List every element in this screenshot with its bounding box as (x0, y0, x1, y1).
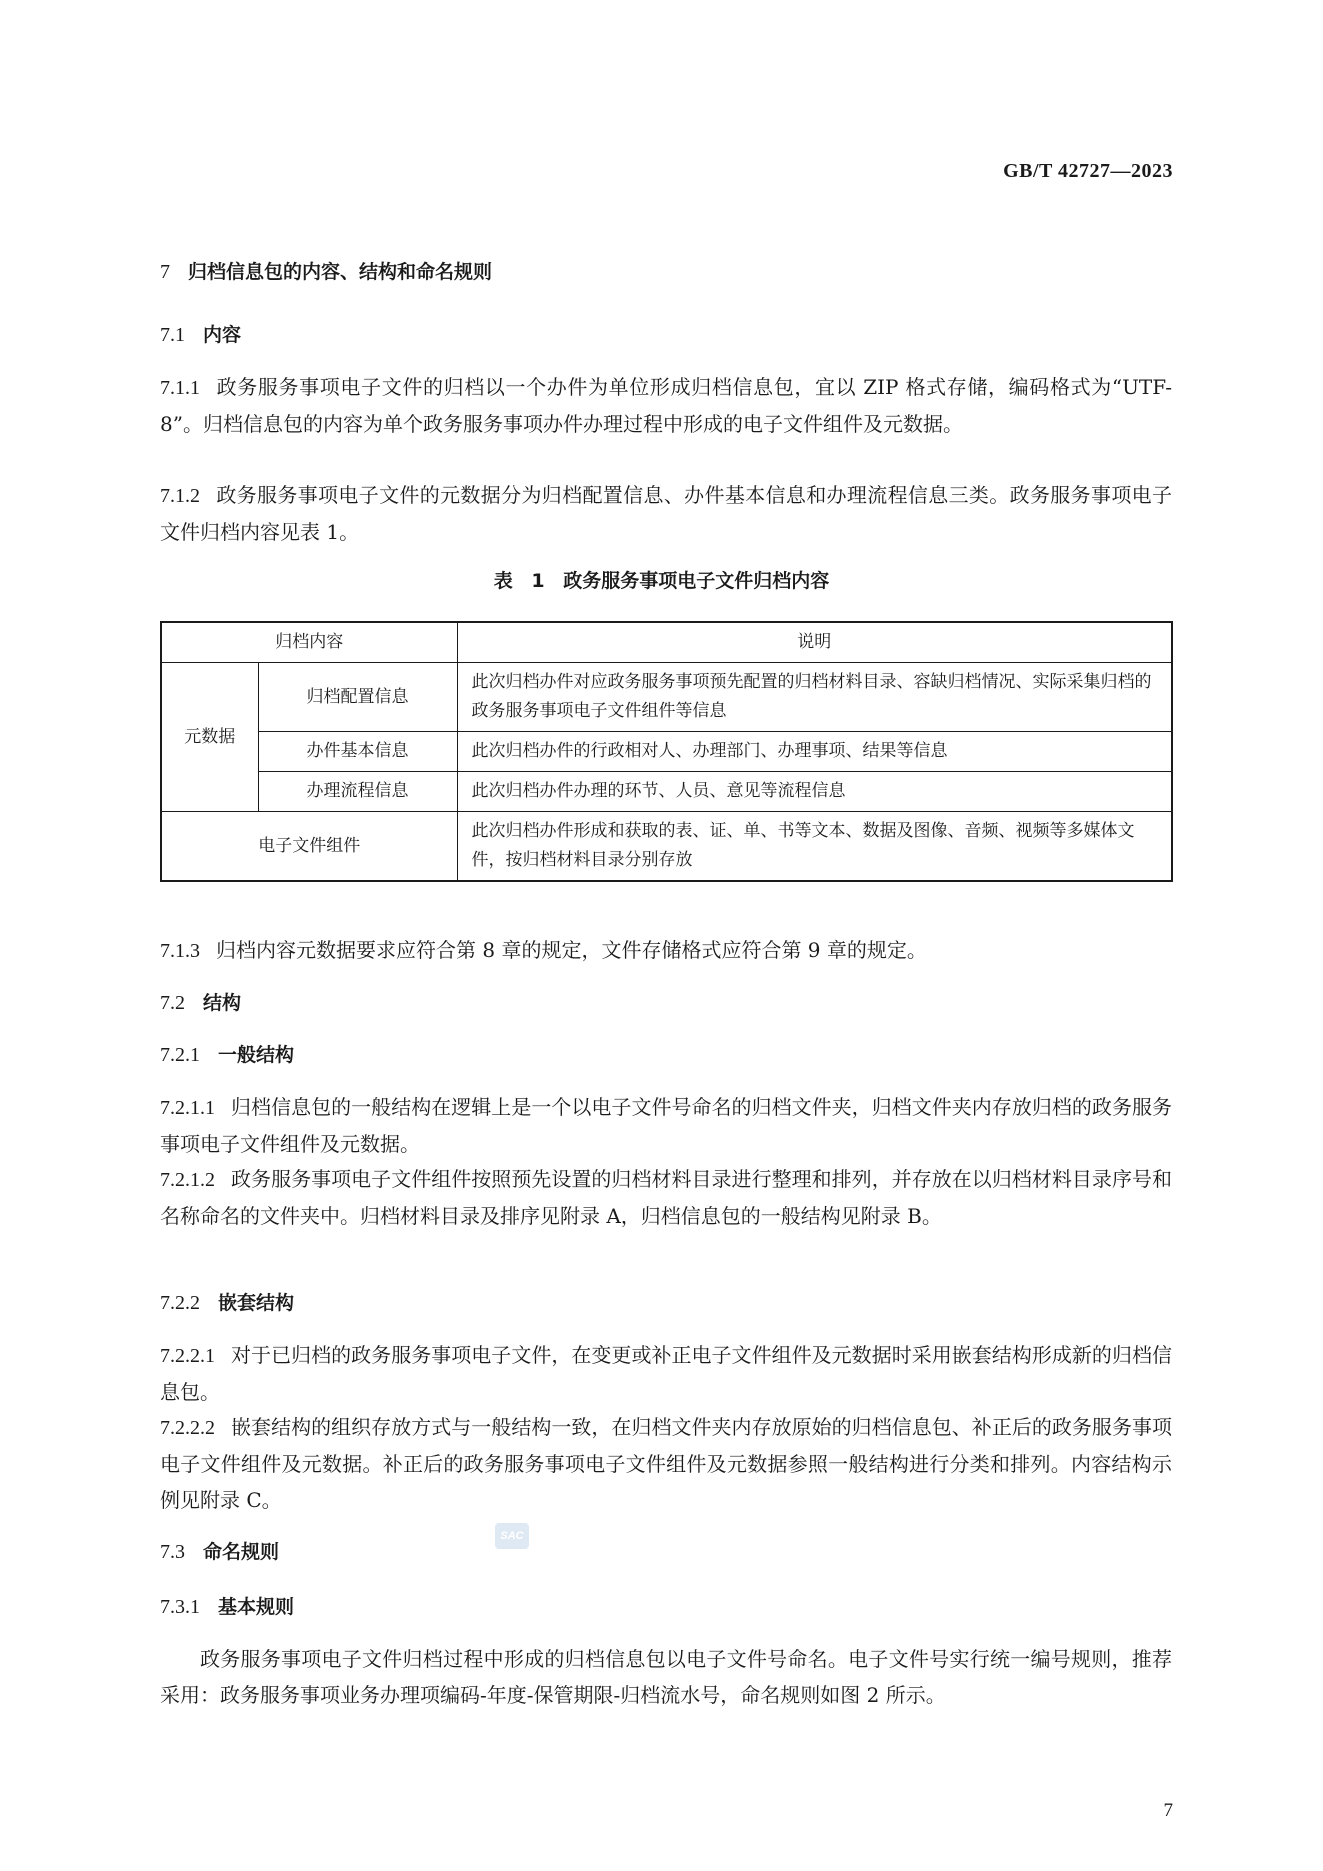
paragraph-7-3-1: 政务服务事项电子文件归档过程中形成的归档信息包以电子文件号命名。电子文件号实行统一编号规则，推荐采用：政务服务事项业务办理项编码-年度-保管期限-归档流水号，命名规则如图 2 所示。 (160, 1647, 1172, 1707)
table-row (161, 812, 1172, 882)
section-7-1-heading: 7.1 内容 (160, 324, 242, 346)
row-desc-cell: 此次归档办件对应政务服务事项预先配置的归档材料目录、容缺归档情况、实际采集归档的政务服务事项电子文件组件等信息 (457, 663, 1172, 732)
row-desc-cell: 此次归档办件办理的环节、人员、意见等流程信息 (457, 772, 1172, 812)
row-name-cell: 归档配置信息 (258, 663, 457, 732)
row-desc-cell: 此次归档办件形成和获取的表、证、单、书等文本、数据及图像、音频、视频等多媒体文件，按归档材料目录分别存放 (457, 812, 1172, 882)
header-cell-content: 归档内容 (161, 622, 457, 663)
table-header-row (161, 622, 1172, 663)
section-7-3-1-heading: 7.3.1 基本规则 (160, 1596, 295, 1618)
paragraph-7-2-2-2: 7.2.2.2 嵌套结构的组织存放方式与一般结构一致，在归档文件夹内存放原始的归档信息包、补正后的政务服务事项电子文件组件及元数据。补正后的政务服务事项电子文件组件及元数据参照一般结构进行分类和排列。内容结构示例见附录 C。 (160, 1415, 1172, 1512)
row-name-cell: 办件基本信息 (258, 732, 457, 772)
table-row (161, 732, 1172, 772)
row-desc-cell: 此次归档办件的行政相对人、办理部门、办理事项、结果等信息 (457, 732, 1172, 772)
paragraph-7-2-2-1: 7.2.2.1 对于已归档的政务服务事项电子文件，在变更或补正电子文件组件及元数据时采用嵌套结构形成新的归档信息包。 (160, 1343, 1172, 1404)
page-number: 7 (1163, 1800, 1173, 1821)
section-7-2-2-heading: 7.2.2 嵌套结构 (160, 1292, 295, 1314)
header-cell-description: 说明 (457, 622, 1172, 663)
section-7-2-heading: 7.2 结构 (160, 992, 242, 1014)
section-7-2-1-heading: 7.2.1 一般结构 (160, 1044, 295, 1066)
metadata-group-cell: 元数据 (161, 663, 258, 812)
paragraph-7-1-2: 7.1.2 政务服务事项电子文件的元数据分为归档配置信息、办件基本信息和办理流程信息三类。政务服务事项电子文件归档内容见表 1。 (160, 483, 1172, 544)
archive-content-table (160, 621, 1173, 882)
row-name-cell: 办理流程信息 (258, 772, 457, 812)
row-name-cell: 电子文件组件 (161, 812, 457, 882)
section-7-heading: 7 归档信息包的内容、结构和命名规则 (160, 261, 493, 283)
sac-watermark-logo: SAC (495, 1523, 529, 1549)
paragraph-7-1-1: 7.1.1 政务服务事项电子文件的归档以一个办件为单位形成归档信息包，宜以 ZIP 格式存储，编码格式为“UTF-8”。归档信息包的内容为单个政务服务事项办件办理过程中形成的电子文件组件及元数据。 (160, 375, 1172, 436)
paragraph-7-2-1-2: 7.2.1.2 政务服务事项电子文件组件按照预先设置的归档材料目录进行整理和排列，并存放在以归档材料目录序号和名称命名的文件夹中。归档材料目录及排序见附录 A，归档信息包的一般结构见附录 B。 (160, 1167, 1172, 1228)
section-7-3-heading: 7.3 命名规则 (160, 1541, 280, 1563)
paragraph-7-2-1-1: 7.2.1.1 归档信息包的一般结构在逻辑上是一个以电子文件号命名的归档文件夹，归档文件夹内存放归档的政务服务事项电子文件组件及元数据。 (160, 1095, 1172, 1156)
paragraph-7-1-3: 7.1.3 归档内容元数据要求应符合第 8 章的规定，文件存储格式应符合第 9 章的规定。 (160, 938, 927, 962)
table-1-caption: 表 1 政务服务事项电子文件归档内容 (493, 570, 830, 592)
table-row (161, 663, 1172, 732)
standard-number: GB/T 42727—2023 (1003, 160, 1173, 182)
table-row (161, 772, 1172, 812)
